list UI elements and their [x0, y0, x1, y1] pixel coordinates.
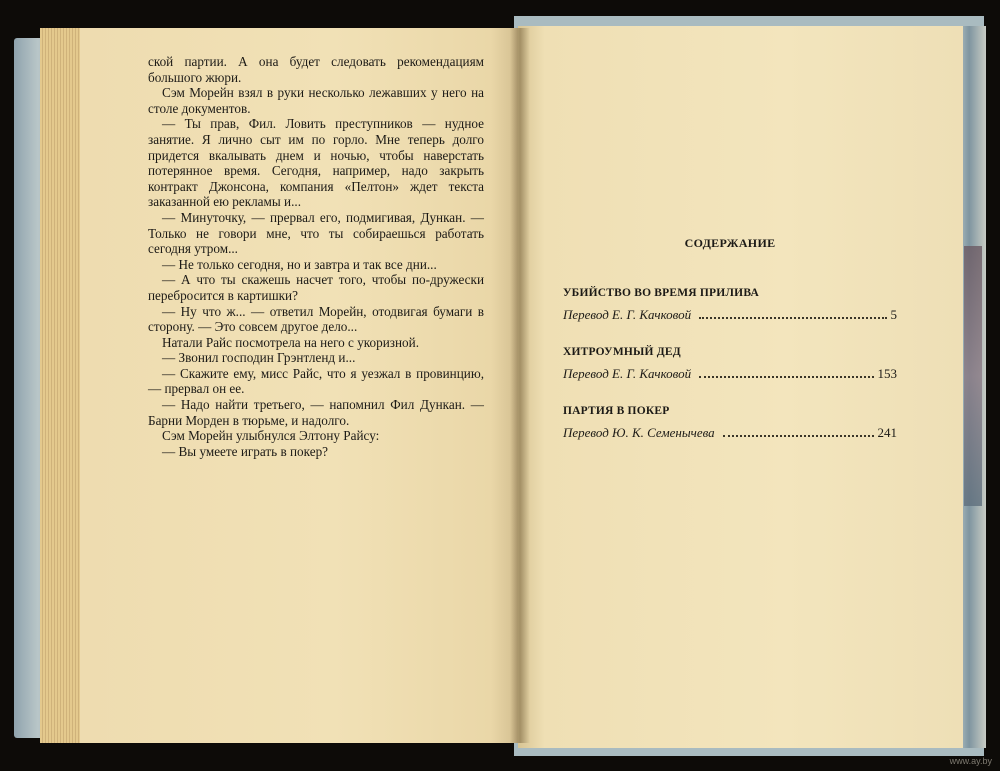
page-stack-edges — [40, 28, 80, 743]
watermark-text: www.ay.by — [949, 756, 992, 766]
toc-leader-dots — [699, 317, 886, 319]
toc-page-number: 153 — [877, 366, 897, 381]
paragraph: — Ты прав, Фил. Ловить преступников — нудное занятие. Я лично сыт им по горло. Мне теперь долго придется вкалывать днем и ночью, чтобы наверстать потерянное время. Сегодня, например, надо закрыть контракт Джонсона, компания «Пелтон» ждет текста заказанной ею рекламы и... — [148, 116, 484, 210]
table-of-contents — [563, 236, 897, 464]
toc-title: СОДЕРЖАНИЕ — [684, 236, 776, 250]
paragraph: Сэм Морейн улыбнулся Элтону Райсу: — [162, 428, 380, 444]
toc-entry — [563, 346, 897, 382]
toc-entry-line — [563, 307, 897, 323]
toc-leader-dots — [699, 376, 873, 378]
toc-leader-dots — [723, 435, 874, 437]
toc-entry-line — [563, 425, 897, 441]
paragraph: — Надо найти третьего, — напомнил Фил Дункан. — Барни Морден в тюрьме, и надолго. — [148, 397, 484, 428]
paragraph: — Скажите ему, мисс Райс, что я уезжал в провинцию, — прервал он ее. — [148, 365, 484, 397]
toc-entry-heading: ХИТРОУМНЫЙ ДЕД — [563, 346, 681, 358]
paragraph: Натали Райс посмотрела на него с укоризной. — [162, 334, 419, 350]
paragraph: Сэм Морейн взял в руки несколько лежавших у него на столе документов. — [148, 85, 484, 116]
paragraph: ской партии. А она будет следовать рекомендациям большого жюри. — [148, 54, 484, 85]
paragraph: — Минуточку, — прервал его, подмигивая, Дункан. — Только не говори мне, что ты собираешься работать сегодня утром... — [148, 209, 484, 257]
toc-page-number: 241 — [877, 425, 897, 440]
paragraph: — Звонил господин Грэнтленд и... — [162, 350, 356, 366]
toc-entry — [563, 287, 897, 323]
paragraph: — А что ты скажешь насчет того, чтобы по-дружески перебросится в картишки? — [148, 272, 484, 303]
toc-entry — [563, 405, 897, 441]
toc-page-number: 5 — [890, 307, 897, 322]
paragraph: — Ну что ж... — ответил Морейн, отодвигая бумаги в сторону. — Это совсем другое дело... — [148, 303, 484, 335]
toc-entry-heading: УБИЙСТВО ВО ВРЕМЯ ПРИЛИВА — [563, 287, 759, 299]
toc-entry-heading: ПАРТИЯ В ПОКЕР — [563, 405, 670, 417]
toc-translator: Перевод Ю. К. Семенычева — [563, 425, 715, 440]
paragraph: — Вы умеете играть в покер? — [162, 443, 329, 459]
toc-entry-line — [563, 366, 897, 382]
paragraph: — Не только сегодня, но и завтра и так все дни... — [162, 256, 437, 272]
book-gutter — [510, 28, 530, 743]
toc-translator: Перевод Е. Г. Качковой — [563, 366, 692, 381]
cover-illustration-strip — [964, 246, 982, 506]
left-page-text — [148, 54, 484, 459]
toc-translator: Перевод Е. Г. Качковой — [563, 307, 692, 322]
